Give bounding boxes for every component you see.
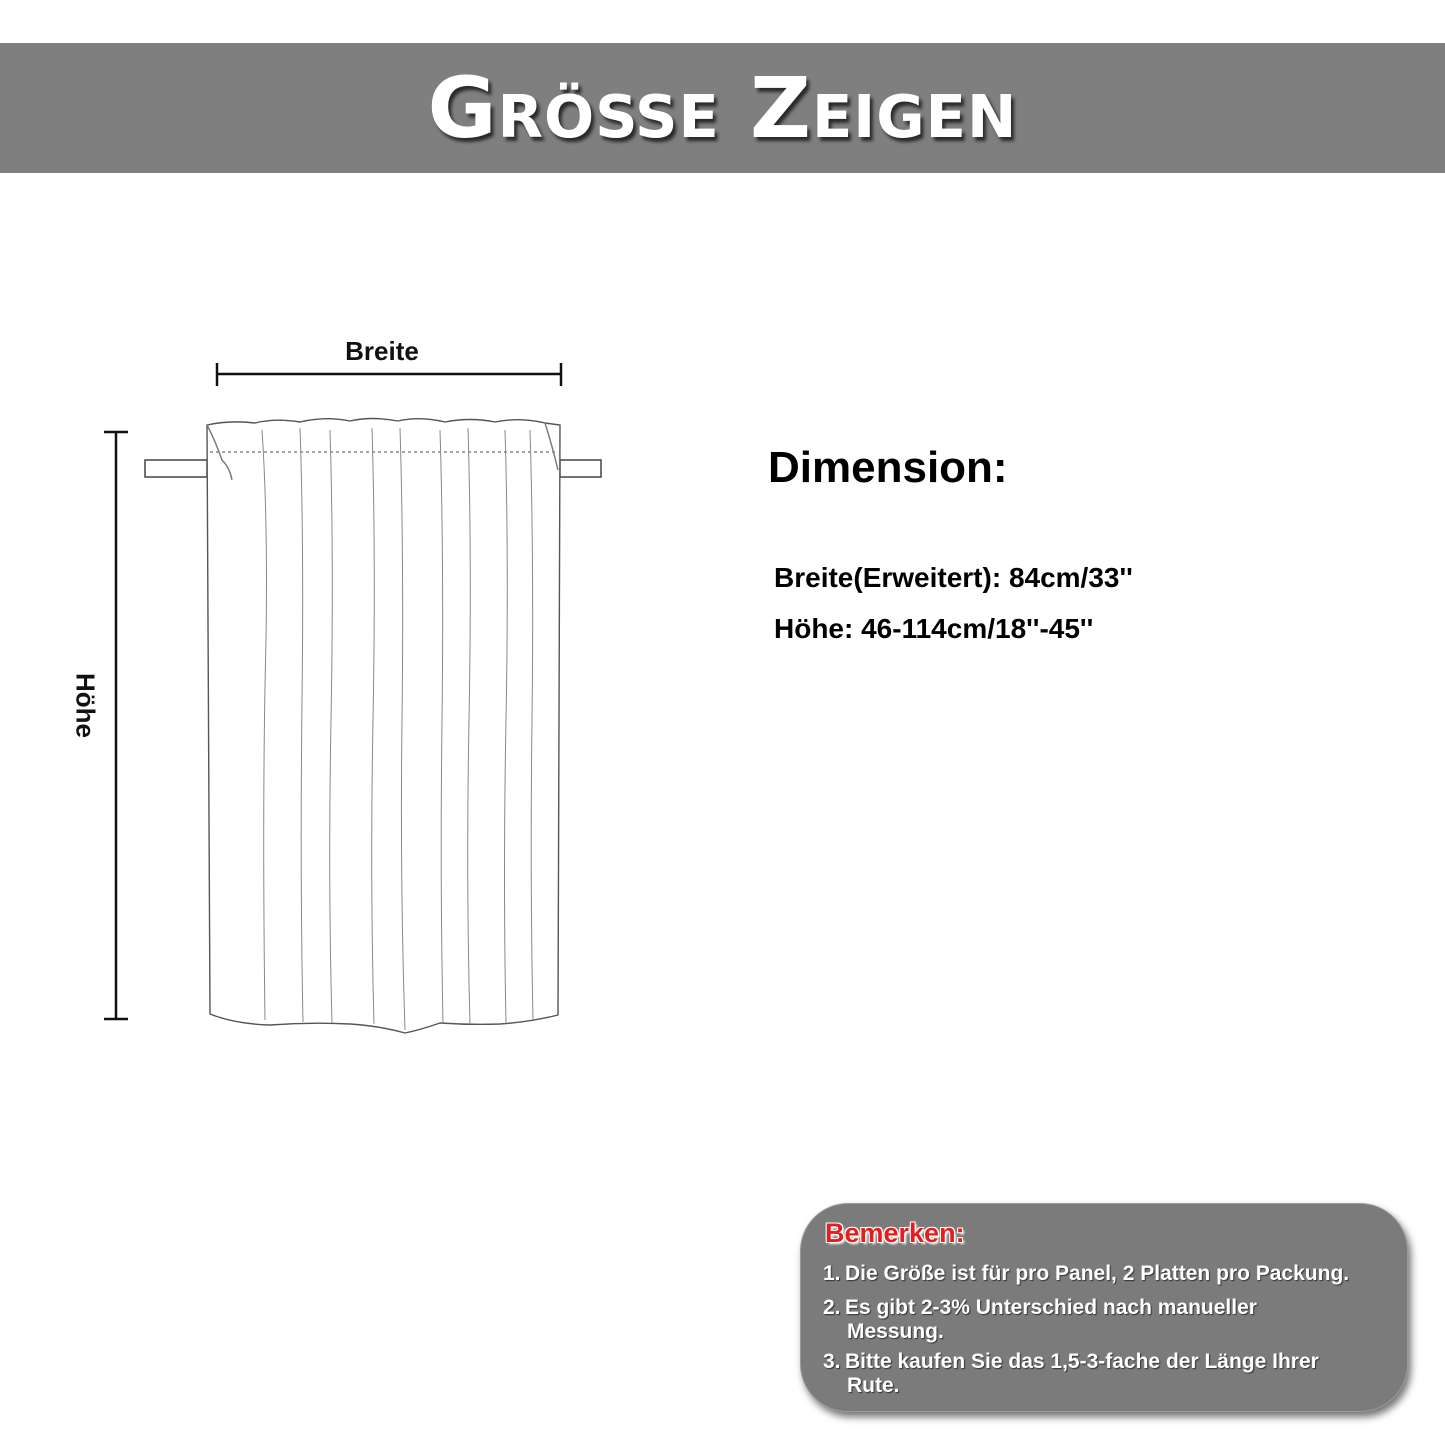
note-text: Die Größe ist für pro Panel, 2 Platten pro Packung. — [845, 1262, 1350, 1285]
note-number: 2. — [823, 1296, 841, 1319]
note-item — [823, 1296, 1413, 1344]
dimension-title: Dimension: — [768, 443, 1008, 492]
notes-box — [800, 1203, 1408, 1412]
height-spec: Höhe: 46-114cm/18''-45'' — [774, 613, 1094, 644]
note-text: Es gibt 2-3% Unterschied nach manueller — [845, 1296, 1257, 1319]
note-text-continued: Messung. — [847, 1320, 944, 1343]
notes-title: Bemerken: — [825, 1218, 965, 1248]
height-label: Höhe — [70, 673, 101, 738]
note-text-continued: Rute. — [847, 1374, 900, 1397]
note-item — [823, 1350, 1413, 1398]
height-dimension-line — [104, 432, 128, 1019]
width-label: Breite — [345, 336, 419, 366]
page-title: Größe Zeigen — [427, 59, 1018, 157]
note-number: 3. — [823, 1350, 841, 1373]
note-item — [823, 1262, 1413, 1286]
width-spec: Breite(Erweitert): 84cm/33'' — [774, 562, 1133, 593]
note-number: 1. — [823, 1262, 841, 1285]
note-text: Bitte kaufen Sie das 1,5-3-fache der Länge Ihrer — [845, 1350, 1319, 1373]
